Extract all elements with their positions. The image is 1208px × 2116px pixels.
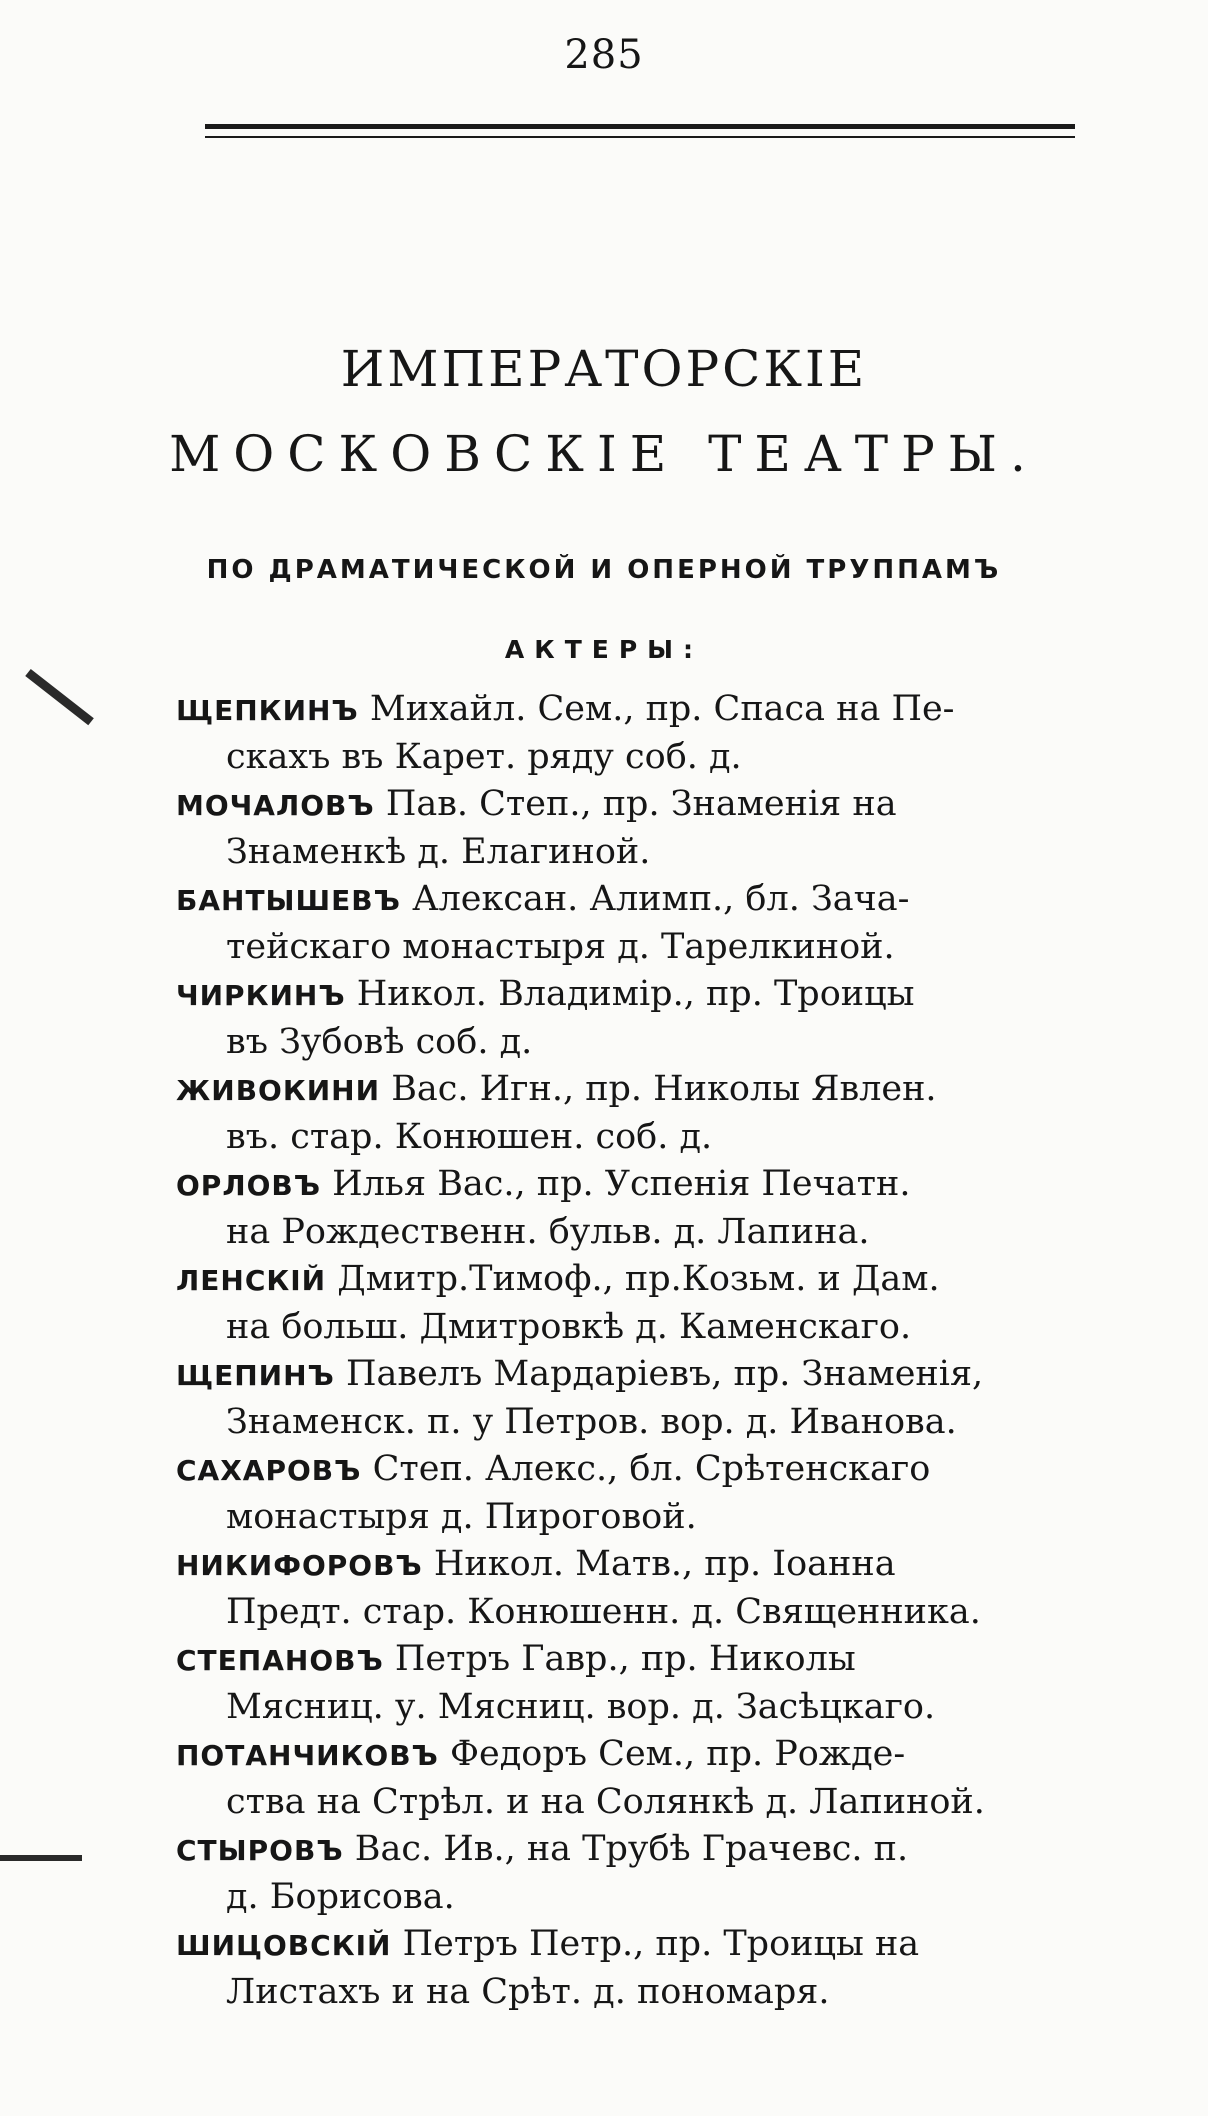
entry-text: Никол. Матв., пр. Іоанна (433, 1544, 896, 1584)
actor-list (176, 686, 1064, 2016)
entry-line1 (176, 876, 1064, 924)
entry-line1 (176, 971, 1064, 1019)
actor-entry (176, 1161, 1064, 1256)
entry-line2: Знаменкѣ д. Елагиной. (226, 832, 651, 872)
actor-entry (176, 1731, 1064, 1826)
entry-line2: на Рождественн. бульв. д. Лапина. (226, 1212, 870, 1252)
entry-line2: въ Зубовѣ соб. д. (226, 1022, 533, 1062)
entry-text: Павелъ Мардаріевъ, пр. Знаменія, (346, 1354, 984, 1394)
entry-line1 (176, 1161, 1064, 1209)
entry-line2: въ. стар. Конюшен. соб. д. (226, 1117, 713, 1157)
entry-text: Петръ Гавр., пр. Николы (394, 1639, 856, 1679)
entry-text: Никол. Владимір., пр. Троицы (356, 974, 915, 1014)
actor-entry (176, 1541, 1064, 1636)
entry-line2: тейскаго монастыря д. Тарелкиной. (226, 927, 895, 967)
actor-entry (176, 971, 1064, 1066)
margin-ink-mark (25, 669, 94, 725)
actor-surname: БАНТЫШЕВЪ (176, 884, 401, 917)
actor-entry (176, 1921, 1064, 2016)
entry-text: Вас. Игн., пр. Николы Явлен. (391, 1069, 937, 1109)
actor-entry (176, 781, 1064, 876)
entry-line1 (176, 1256, 1064, 1304)
actor-surname: ЖИВОКИНИ (176, 1074, 381, 1107)
actor-entry (176, 686, 1064, 781)
actor-entry (176, 1351, 1064, 1446)
entry-text: Петръ Петр., пр. Троицы на (402, 1924, 920, 1964)
subtitle: ПО ДРАМАТИЧЕСКОЙ И ОПЕРНОЙ ТРУППАМЪ (206, 555, 1002, 585)
entry-text: Вас. Ив., на Трубѣ Грачевс. п. (354, 1829, 909, 1869)
entry-line1 (176, 1636, 1064, 1684)
actor-surname: ПОТАНЧИКОВЪ (176, 1739, 439, 1772)
entry-text: Степ. Алекс., бл. Срѣтенскаго (372, 1449, 931, 1489)
entry-text: Пав. Степ., пр. Знаменія на (385, 784, 897, 824)
actor-surname: ЧИРКИНЪ (176, 979, 346, 1012)
entry-line2: скахъ въ Карет. ряду соб. д. (226, 737, 742, 777)
header-rule (205, 124, 1075, 138)
entry-line2: ства на Стрѣл. и на Солянкѣ д. Лапиной. (226, 1782, 985, 1822)
actor-entry (176, 1446, 1064, 1541)
entry-line1 (176, 1921, 1064, 1969)
actor-surname: ЩЕПИНЪ (176, 1359, 335, 1392)
actor-surname: СТЫРОВЪ (176, 1834, 344, 1867)
entry-text: Дмитр.Тимоф., пр.Козьм. и Дам. (337, 1259, 940, 1299)
entry-line2: Листахъ и на Срѣт. д. пономаря. (226, 1972, 830, 2012)
actor-entry (176, 876, 1064, 971)
actor-surname: ШИЦОВСКІЙ (176, 1929, 392, 1962)
actor-surname: ЛЕНСКІЙ (176, 1264, 327, 1297)
page-title-line1: ИМПЕРАТОРСКІЕ (340, 340, 868, 398)
entry-text: Илья Вас., пр. Успенія Печатн. (332, 1164, 911, 1204)
entry-line1 (176, 781, 1064, 829)
entry-line1 (176, 1446, 1064, 1494)
entry-line1 (176, 1541, 1064, 1589)
entry-line2: Предт. стар. Конюшенн. д. Священника. (226, 1592, 981, 1632)
entry-text: Алексан. Алимп., бл. Зача- (412, 879, 910, 919)
entry-text: Федоръ Сем., пр. Рожде- (449, 1734, 906, 1774)
actor-surname: НИКИФОРОВЪ (176, 1549, 423, 1582)
actor-surname: ОРЛОВЪ (176, 1169, 322, 1202)
actor-entry (176, 1066, 1064, 1161)
entry-line1 (176, 1066, 1064, 1114)
actor-entry (176, 1256, 1064, 1351)
entry-line1 (176, 1351, 1064, 1399)
actor-surname: СТЕПАНОВЪ (176, 1644, 384, 1677)
entry-line1 (176, 1731, 1064, 1779)
actor-entry (176, 1636, 1064, 1731)
actor-surname: МОЧАЛОВЪ (176, 789, 375, 822)
entry-line2: Мясниц. у. Мясниц. вор. д. Засѣцкаго. (226, 1687, 936, 1727)
entry-text: Михайл. Сем., пр. Спаса на Пе- (369, 689, 955, 729)
actor-entry (176, 1826, 1064, 1921)
entry-line2: Знаменск. п. у Петров. вор. д. Иванова. (226, 1402, 957, 1442)
actor-surname: ЩЕПКИНЪ (176, 694, 359, 727)
entry-line2: на больш. Дмитровкѣ д. Каменскаго. (226, 1307, 912, 1347)
entry-line2: д. Борисова. (226, 1877, 455, 1917)
entry-line2: монастыря д. Пироговой. (226, 1497, 697, 1537)
entry-line1 (176, 686, 1064, 734)
section-heading: АКТЕРЫ: (504, 635, 704, 664)
page-title-line2: МОСКОВСКІЕ ТЕАТРЫ. (169, 425, 1039, 483)
page-number: 285 (564, 32, 644, 78)
actor-surname: САХАРОВЪ (176, 1454, 362, 1487)
entry-line1 (176, 1826, 1064, 1874)
margin-ink-mark (0, 1855, 82, 1861)
